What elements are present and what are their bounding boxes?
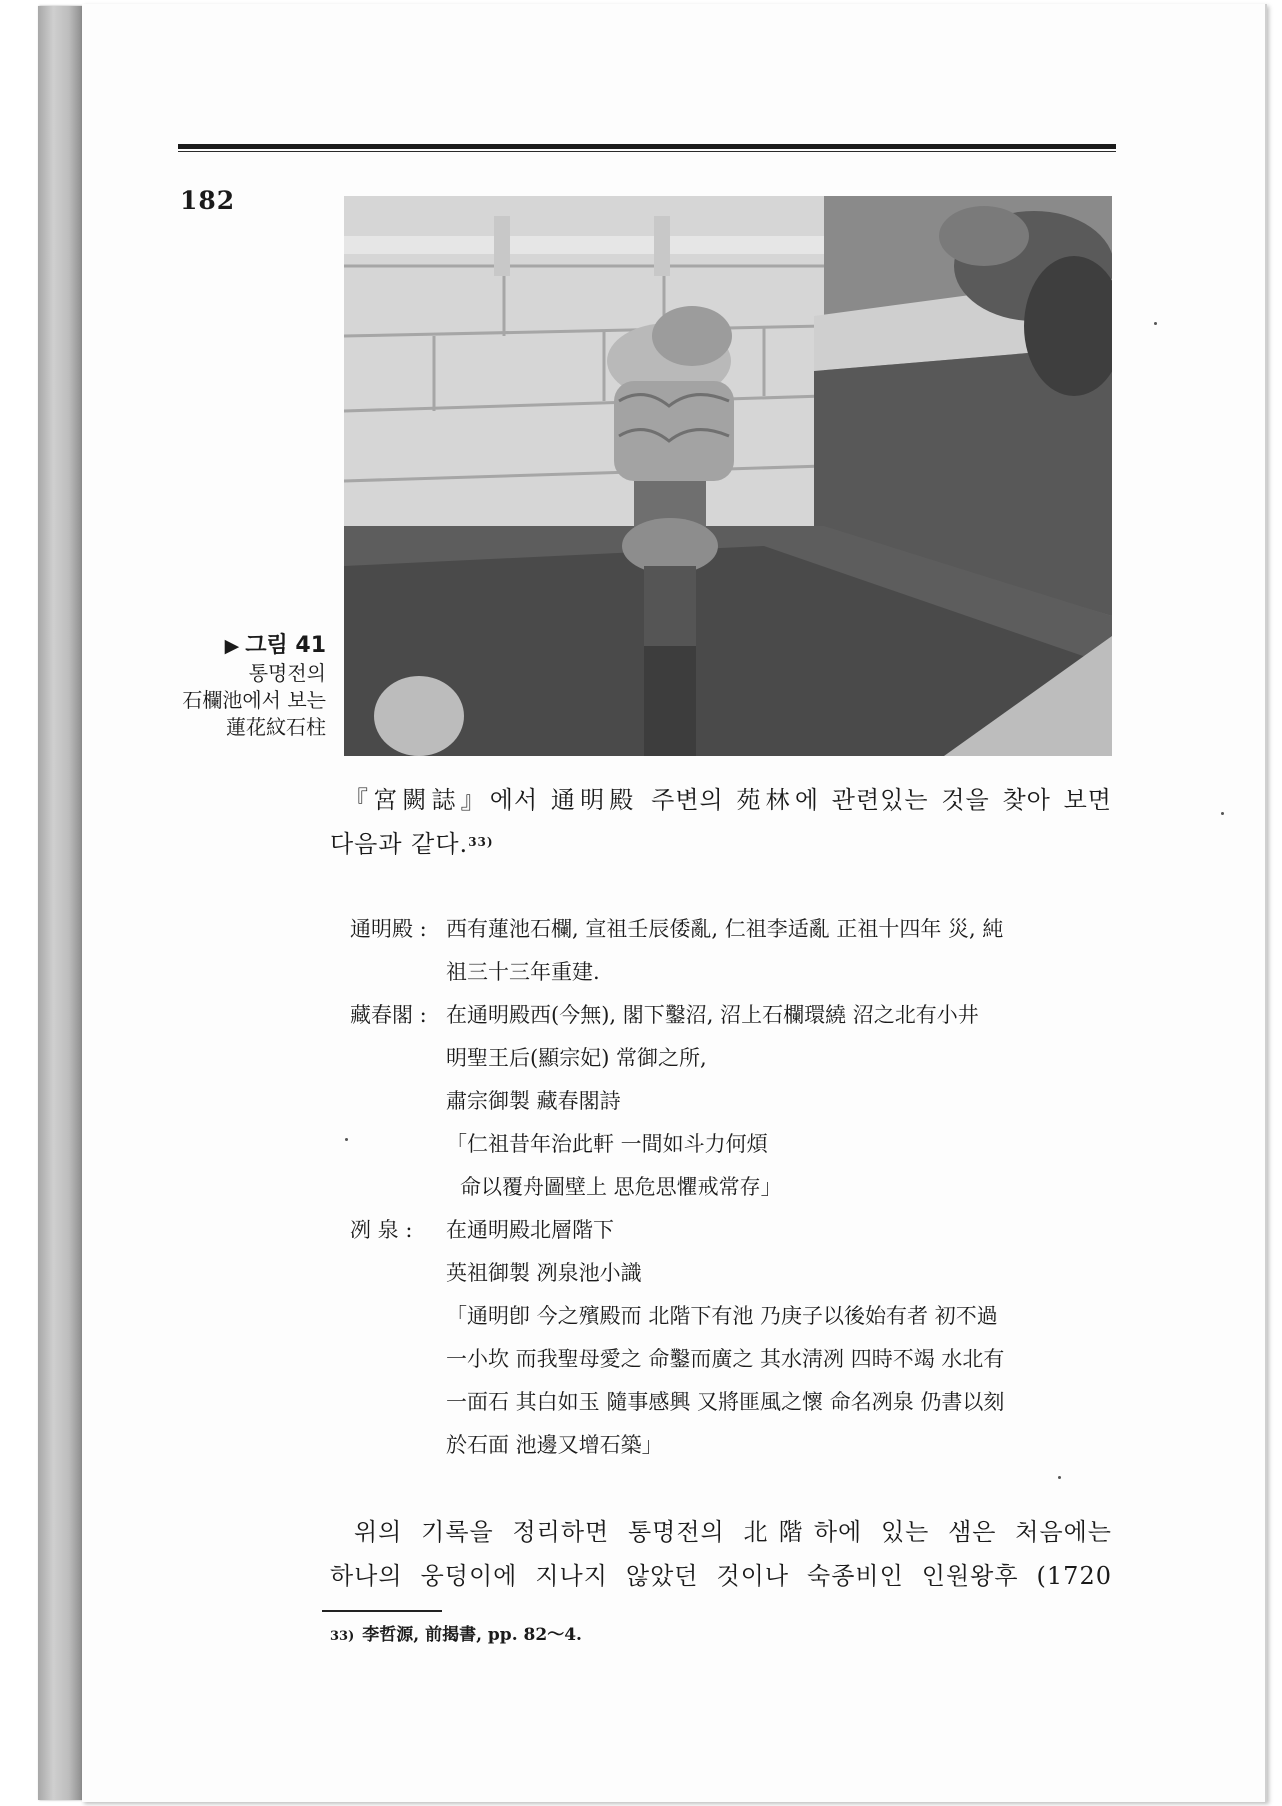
entry-body (446, 1209, 1110, 1467)
entry-line: 於石面 池邊又增石築」 (446, 1433, 663, 1457)
figure-photo (344, 196, 1112, 756)
entry-line: 「仁祖昔年治此軒 一間如斗力何煩 (446, 1132, 768, 1156)
footnote-number: 33) (330, 1629, 355, 1644)
summary-line-1: 위의 기록을 정리하면 통명전의 北階하에 있는 샘은 처음에는 (354, 1518, 1112, 1546)
intro-line-1: 『宮闕誌』에서 通明殿 주변의 苑林에 관련있는 것을 찾아 보면 (344, 786, 1112, 814)
caption-line-3: 蓮花紋石柱 (226, 715, 326, 739)
entry-line: 在通明殿北層階下 (446, 1218, 614, 1242)
entry-line: 肅宗御製 藏春閣詩 (446, 1089, 621, 1113)
entry-line: 祖三十三年重建. (446, 960, 600, 984)
figure-caption (120, 632, 326, 741)
triangle-pointer-icon: ▶ (224, 635, 240, 657)
scan-speck (1058, 1476, 1061, 1479)
entry-line: 一面石 其白如玉 隨事感興 又將匪風之懷 命名冽泉 仍書以刻 (446, 1390, 1005, 1414)
footnote-ref: 33) (468, 835, 494, 849)
figure-label-text: 그림 41 (245, 633, 326, 658)
scan-speck (1154, 322, 1157, 325)
caption-line-1: 통명전의 (248, 661, 326, 685)
summary-paragraph (330, 1510, 1112, 1598)
entry-body (446, 908, 1110, 994)
intro-paragraph (330, 778, 1112, 866)
entry-line: 西有蓮池石欄, 宣祖壬辰倭亂, 仁祖李适亂 正祖十四年 災, 純 (446, 917, 1004, 941)
page-number: 182 (180, 186, 236, 215)
scan-speck (1221, 812, 1224, 815)
intro-line-2-text: 다음과 같다. (330, 830, 469, 858)
entry-line: 命以覆舟圖壁上 思危思懼戒常存」 (460, 1175, 782, 1199)
entry-tongmyeongjeon (350, 908, 1110, 994)
entry-line: 一小坎 而我聖母愛之 命鑿而廣之 其水淸冽 四時不竭 水北有 (446, 1347, 1005, 1371)
page-edge (1265, 4, 1267, 1802)
book-spine (38, 6, 82, 1800)
caption-line-2: 石欄池에서 보는 (182, 688, 326, 712)
entry-jangchungak (350, 994, 1110, 1209)
header-rule-thin (178, 151, 1116, 152)
footnote-text: 李哲源, 前揭書, pp. 82～4. (362, 1625, 582, 1645)
photo-illustration (344, 196, 1112, 756)
footnote (330, 1620, 582, 1645)
entry-term: 藏春閣 : (350, 1003, 427, 1027)
intro-line-2 (330, 830, 494, 858)
footnote-rule (322, 1610, 442, 1612)
entry-term: 冽 泉 : (350, 1218, 413, 1242)
scan-speck (345, 1138, 348, 1141)
entry-yeolcheon (350, 1209, 1110, 1467)
entry-line: 英祖御製 冽泉池小識 (446, 1261, 642, 1285)
entry-term: 通明殿 : (350, 917, 427, 941)
entry-line: 在通明殿西(今無), 閣下鑿沼, 沼上石欄環繞 沼之北有小井 (446, 1003, 979, 1027)
entry-line: 明聖王后(顯宗妃) 常御之所, (446, 1046, 707, 1070)
record-entries (350, 908, 1110, 1467)
entry-line: 「通明卽 今之殯殿而 北階下有池 乃庚子以後始有者 初不過 (446, 1304, 998, 1328)
header-rule (178, 144, 1116, 149)
entry-body (446, 994, 1110, 1209)
figure-label (120, 632, 326, 660)
summary-line-2: 하나의 웅덩이에 지나지 않았던 것이나 숙종비인 인원왕후 (1720 (330, 1562, 1112, 1590)
